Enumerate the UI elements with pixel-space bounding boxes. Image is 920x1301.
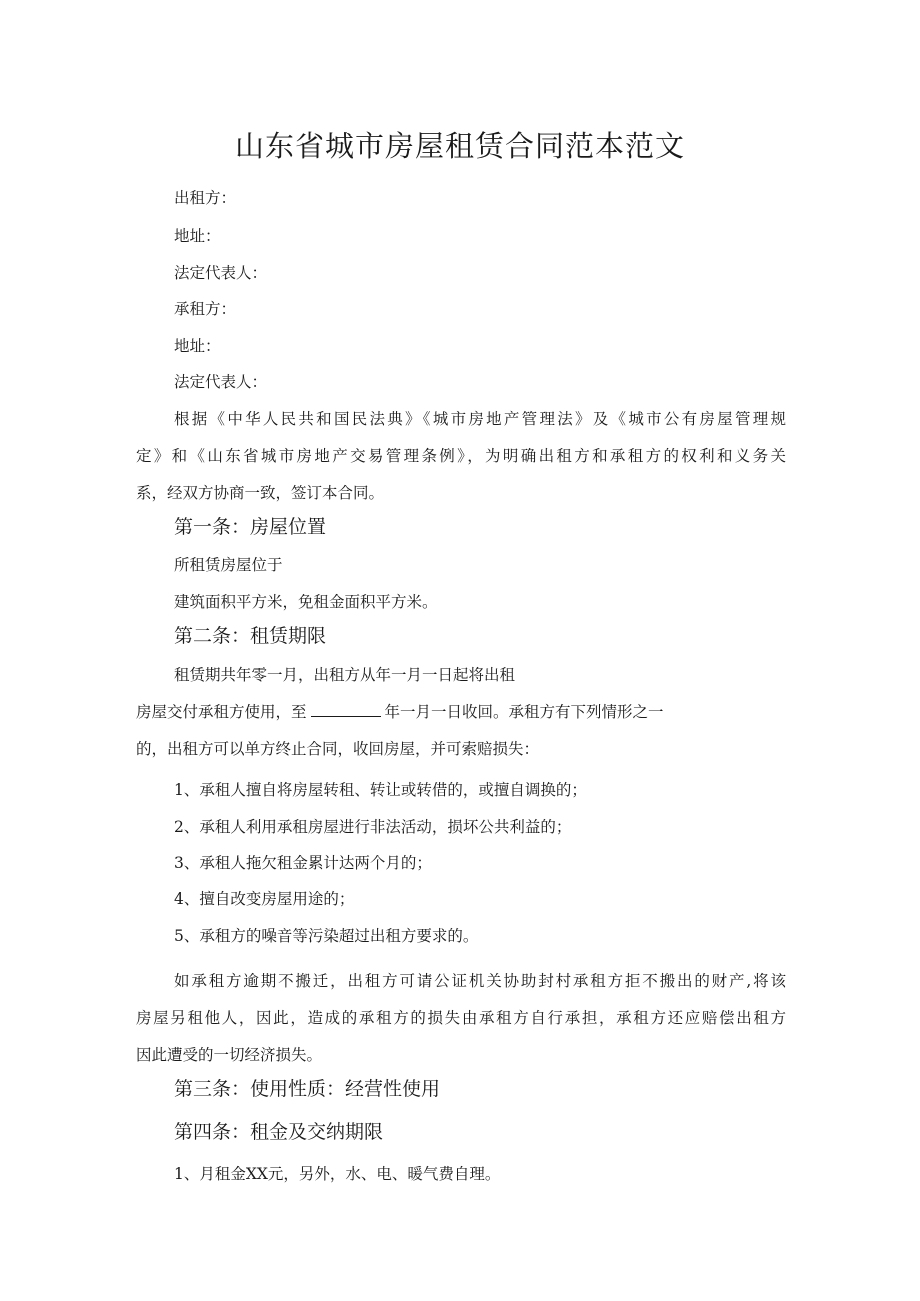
termination-item: 5、承租方的噪音等污染超过出租方要求的。 — [174, 927, 479, 945]
article-4-heading: 第四条：租金及交纳期限 — [174, 1121, 384, 1143]
overstay-line: 因此遭受的一切经济损失。 — [136, 1046, 323, 1064]
article-2-heading: 第二条：租赁期限 — [174, 625, 327, 647]
lessor-label: 出租方： — [174, 189, 237, 207]
overstay-line: 房屋另租他人，因此，造成的承租方的损失由承租方自行承担，承租方还应赔偿出租方 — [136, 1009, 786, 1027]
article-3-heading: 第三条：使用性质：经营性使用 — [174, 1078, 441, 1100]
blank-underline — [311, 702, 381, 717]
termination-item: 1、承租人擅自将房屋转租、转让或转借的，或擅自调换的； — [174, 781, 587, 799]
preamble-line: 系，经双方协商一致，签订本合同。 — [136, 484, 385, 502]
termination-item: 2、承租人利用承租房屋进行非法活动，损坏公共利益的； — [174, 818, 572, 836]
termination-item: 3、承租人拖欠租金累计达两个月的； — [174, 854, 432, 872]
lessor-address: 地址： — [174, 227, 221, 245]
overstay-line: 如承租方逾期不搬迁，出租方可请公证机关协助封村承租方拒不搬出的财产,将该 — [174, 972, 786, 990]
article-1-line: 建筑面积平方米，免租金面积平方米。 — [174, 593, 438, 611]
article-2-line-before: 房屋交付承租方使用，至 — [136, 703, 307, 721]
lessee-representative: 法定代表人： — [174, 373, 268, 391]
preamble-line: 定》和《山东省城市房地产交易管理条例》，为明确出租方和承租方的权利和义务关 — [136, 447, 786, 465]
article-1-heading: 第一条：房屋位置 — [174, 516, 327, 538]
article-1-line: 所租赁房屋位于 — [174, 556, 283, 574]
article-2-line — [136, 700, 786, 724]
termination-item: 4、擅自改变房屋用途的； — [174, 890, 355, 908]
article-2-line: 的，出租方可以单方终止合同，收回房屋，并可索赔损失： — [136, 740, 540, 758]
lessor-representative: 法定代表人： — [174, 264, 268, 282]
preamble-line: 根据《中华人民共和国民法典》《城市房地产管理法》及《城市公有房屋管理规 — [174, 410, 786, 428]
document-title: 山东省城市房屋租赁合同范本范文 — [234, 129, 685, 163]
article-2-line-after: 年一月一日收回。承租方有下列情形之一 — [384, 703, 664, 721]
lessee-label: 承租方： — [174, 300, 237, 318]
article-4-item: 1、月租金XX元，另外，水、电、暖气费自理。 — [174, 1165, 501, 1183]
lessee-address: 地址： — [174, 337, 221, 355]
article-2-line: 租赁期共年零一月，出租方从年一月一日起将出租 — [174, 666, 516, 684]
